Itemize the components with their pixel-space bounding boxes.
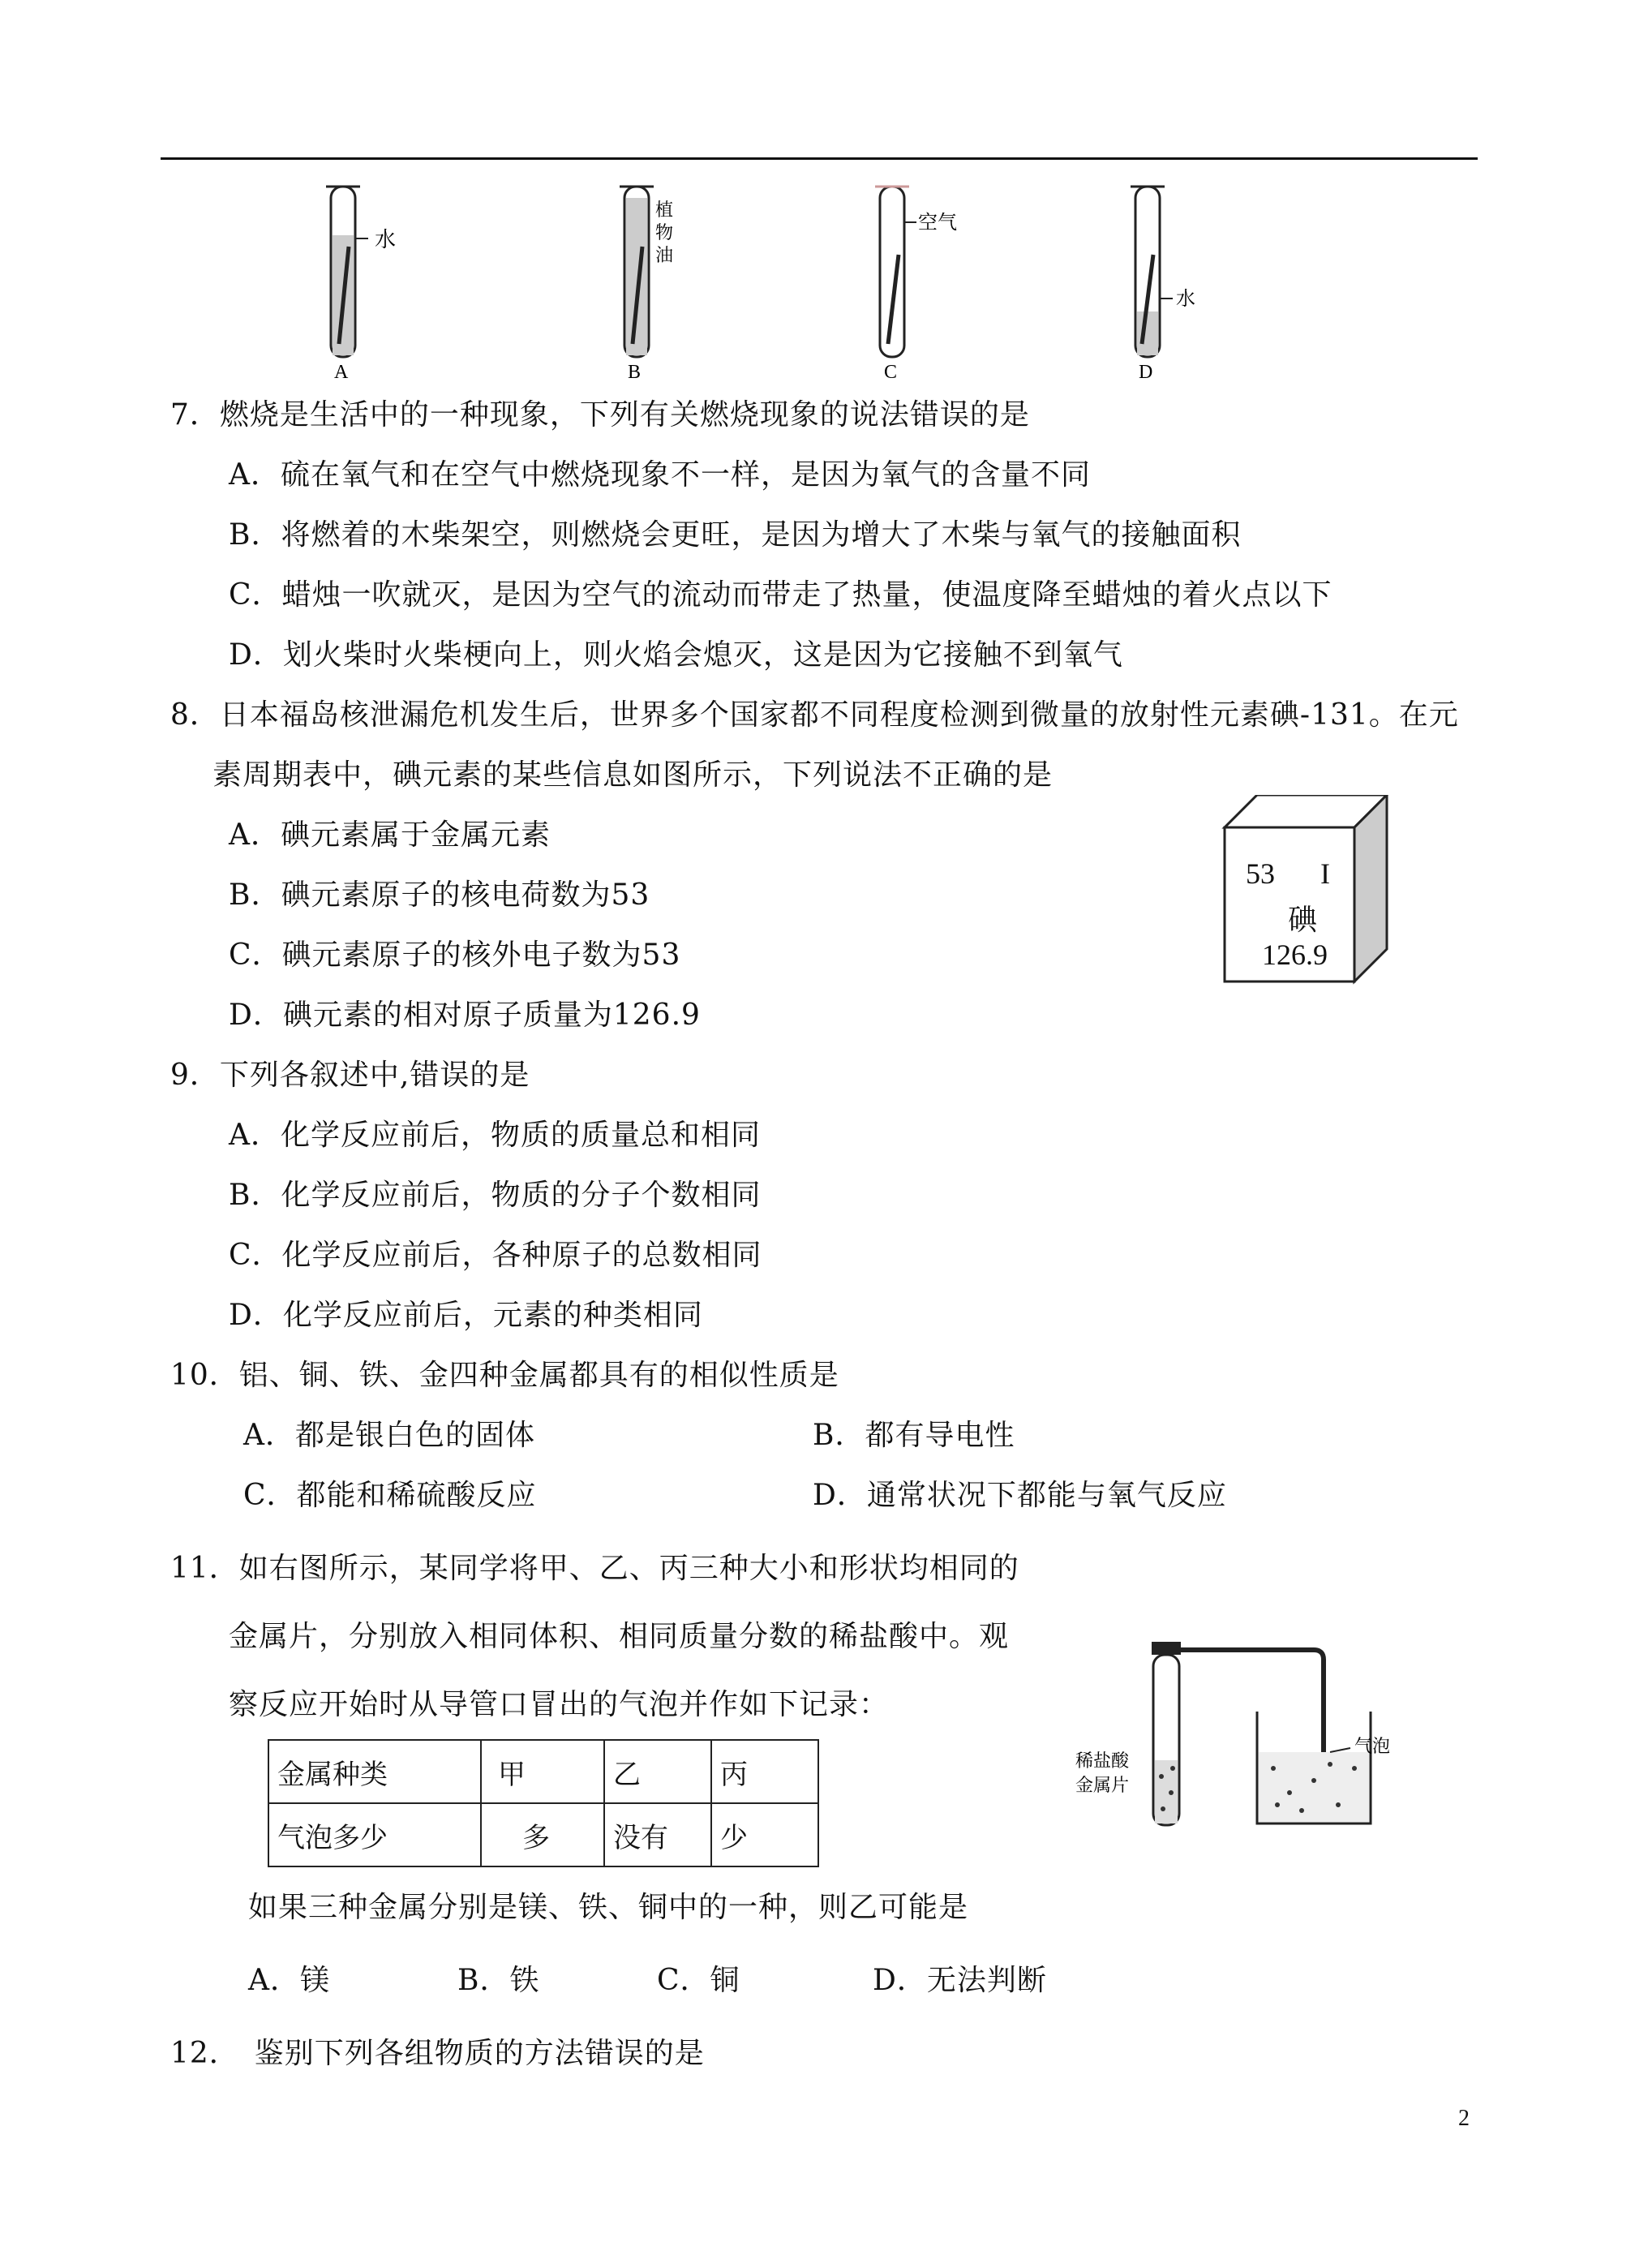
- tube-d: [1131, 187, 1173, 357]
- tube-d-annotation: 水: [1176, 287, 1195, 310]
- q11-option-d: D．无法判断: [873, 1964, 1047, 1997]
- tube-b: [620, 187, 654, 357]
- table-cell: 甲: [481, 1740, 604, 1803]
- page-number: 2: [1458, 2106, 1470, 2131]
- q11-option-b: B．铁: [457, 1964, 540, 1997]
- table-cell: 乙: [604, 1740, 711, 1803]
- q9-option-d: D．化学反应前后，元素的种类相同: [229, 1299, 703, 1332]
- table-cell: 金属种类: [268, 1740, 481, 1803]
- tube-a: [326, 187, 368, 357]
- element-name: 碘: [1288, 904, 1318, 936]
- element-atomic-mass: 126.9: [1262, 939, 1328, 971]
- table-cell: 丙: [711, 1740, 818, 1803]
- tube-b-annotation-1: 植: [655, 200, 674, 221]
- tube-d-label: D: [1139, 362, 1153, 383]
- iodine-element-card: [1217, 795, 1395, 1006]
- tube-c: [875, 187, 916, 357]
- test-tubes-figure: [276, 174, 1249, 384]
- q8-option-b: B．碘元素原子的核电荷数为53: [229, 878, 650, 912]
- q10-stem: 10．铝、铜、铁、金四种金属都具有的相似性质是: [170, 1359, 839, 1392]
- table-cell: 多: [481, 1803, 604, 1866]
- q11-question: 如果三种金属分别是镁、铁、铜中的一种，则乙可能是: [248, 1891, 969, 1924]
- element-symbol: I: [1320, 857, 1330, 890]
- q9-option-a: A．化学反应前后，物质的质量总和相同: [229, 1119, 761, 1152]
- q10-option-b: B．都有导电性: [813, 1419, 1015, 1452]
- q7-option-b: B．将燃着的木柴架空，则燃烧会更旺，是因为增大了木柴与氧气的接触面积: [229, 518, 1242, 552]
- tube-a-annotation: 水: [375, 228, 397, 252]
- tube-b-annotation-3: 油: [655, 246, 674, 266]
- table-cell: 少: [711, 1803, 818, 1866]
- q11-stem-line3: 察反应开始时从导管口冒出的气泡并作如下记录：: [229, 1688, 890, 1721]
- q9-stem: 9．下列各叙述中,错误的是: [170, 1059, 530, 1092]
- tube-c-label: C: [884, 362, 898, 383]
- q10-option-c: C．都能和稀硫酸反应: [243, 1479, 537, 1512]
- apparatus-figure: [1071, 1630, 1411, 1841]
- table-row: [268, 1803, 818, 1866]
- q7-stem: 7．燃烧是生活中的一种现象，下列有关燃烧现象的说法错误的是: [170, 398, 1030, 432]
- bubble-label: 气泡: [1354, 1737, 1391, 1757]
- q11-stem-line1: 11．如右图所示，某同学将甲、乙、丙三种大小和形状均相同的: [170, 1552, 1019, 1585]
- q11-option-a: A．镁: [248, 1964, 330, 1997]
- acid-label: 稀盐酸: [1075, 1751, 1130, 1772]
- q8-stem-line2: 素周期表中，碘元素的某些信息如图所示，下列说法不正确的是: [212, 758, 1054, 792]
- q10-option-d: D．通常状况下都能与氧气反应: [813, 1479, 1227, 1512]
- q10-option-a: A．都是银白色的固体: [243, 1419, 535, 1452]
- table-cell: 没有: [604, 1803, 711, 1866]
- tube-a-label: A: [334, 362, 349, 383]
- q9-option-c: C．化学反应前后，各种原子的总数相同: [229, 1239, 762, 1272]
- q8-option-a: A．碘元素属于金属元素: [229, 818, 551, 852]
- q7-option-c: C．蜡烛一吹就灭，是因为空气的流动而带走了热量，使温度降至蜡烛的着火点以下: [229, 578, 1332, 612]
- tube-b-label: B: [628, 362, 642, 383]
- element-atomic-number: 53: [1246, 857, 1275, 890]
- header-rule: [161, 157, 1478, 160]
- q8-option-c: C．碘元素原子的核外电子数为53: [229, 939, 681, 972]
- q11-option-c: C．铜: [657, 1964, 740, 1997]
- table-row: [268, 1740, 818, 1803]
- table-cell: 气泡多少: [268, 1803, 481, 1866]
- q7-option-d: D．划火柴时火柴梗向上，则火焰会熄灭，这是因为它接触不到氧气: [229, 638, 1123, 672]
- bubble-record-table: [268, 1739, 819, 1867]
- q9-option-b: B．化学反应前后，物质的分子个数相同: [229, 1179, 762, 1212]
- q12-stem: 12． 鉴别下列各组物质的方法错误的是: [170, 2037, 705, 2070]
- tube-b-annotation-2: 物: [655, 223, 674, 243]
- q11-stem-line2: 金属片，分别放入相同体积、相同质量分数的稀盐酸中。观: [229, 1620, 1010, 1653]
- q8-stem-line1: 8．日本福岛核泄漏危机发生后，世界多个国家都不同程度检测到微量的放射性元素碘-131。在元: [170, 698, 1459, 732]
- metal-label: 金属片: [1075, 1776, 1130, 1796]
- q7-option-a: A．硫在氧气和在空气中燃烧现象不一样，是因为氧气的含量不同: [229, 458, 1091, 492]
- tube-c-annotation: 空气: [918, 211, 957, 234]
- q8-option-d: D．碘元素的相对原子质量为126.9: [229, 999, 701, 1032]
